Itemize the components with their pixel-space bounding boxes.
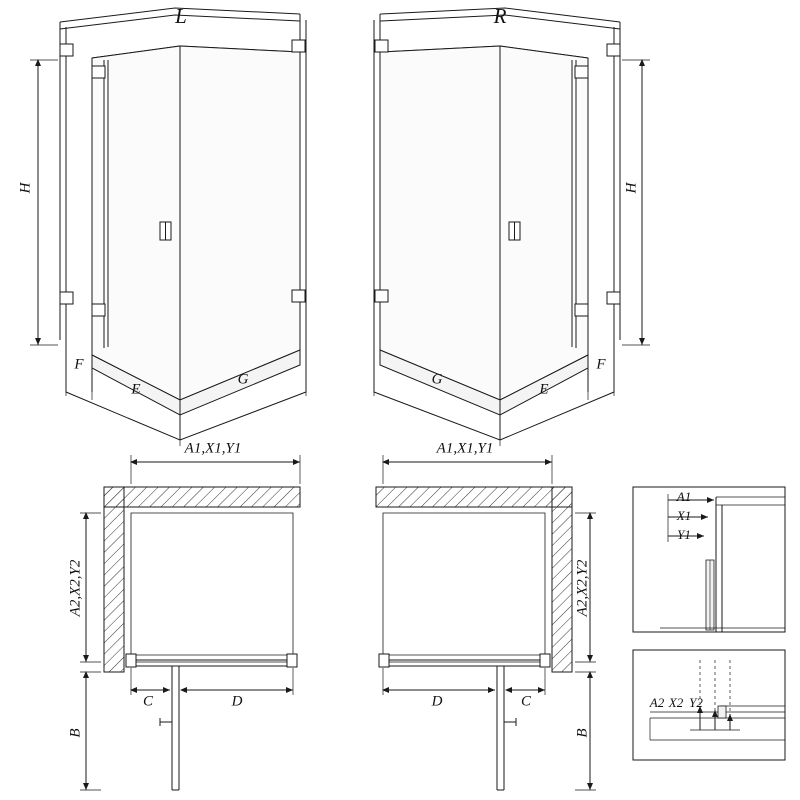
label-iso-right-g: G — [431, 371, 443, 388]
plan-view-left — [80, 455, 300, 790]
detail-top — [633, 487, 785, 632]
detail-bottom-a2: A2 — [649, 694, 665, 710]
plan-view-right — [376, 455, 596, 790]
label-iso-left-f: F — [74, 356, 84, 373]
plan-left-inner-d: D — [231, 693, 243, 710]
plan-left-door-dim: B — [67, 728, 84, 738]
detail-top-y1: Y1 — [677, 526, 691, 542]
iso-view-right — [374, 8, 650, 446]
plan-left-top-dim: A1,X1,Y1 — [184, 440, 242, 457]
label-iso-right-f: F — [596, 356, 606, 373]
detail-bottom-y2: Y2 — [689, 694, 703, 710]
label-iso-left-g: G — [237, 371, 249, 388]
plan-right-top-dim: A1,X1,Y1 — [436, 440, 494, 457]
label-height-right: H — [623, 182, 640, 194]
detail-top-x1: X1 — [676, 507, 692, 523]
label-iso-left-e: E — [131, 381, 141, 398]
label-handed-left: L — [175, 3, 187, 28]
detail-top-a1: A1 — [676, 488, 692, 504]
plan-right-inner-d: D — [431, 693, 443, 710]
label-iso-right-e: E — [539, 381, 549, 398]
plan-left-inner-c: C — [142, 693, 154, 710]
plan-right-door-dim: B — [574, 728, 591, 738]
iso-view-left — [30, 8, 306, 446]
detail-bottom-x2: X2 — [668, 694, 684, 710]
plan-right-inner-c: C — [520, 693, 532, 710]
label-height-left: H — [17, 182, 34, 194]
plan-left-side-dim: A2,X2,Y2 — [67, 559, 84, 617]
plan-right-side-dim: A2,X2,Y2 — [574, 559, 591, 617]
label-handed-right: R — [493, 3, 507, 28]
